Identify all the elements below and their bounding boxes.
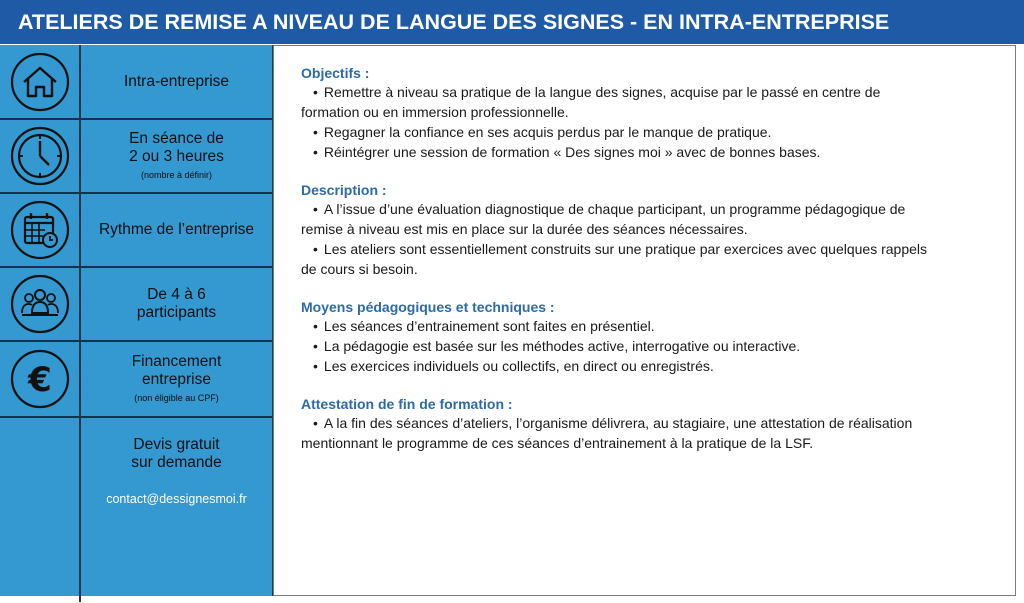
list-item: • A l’issue d’une évaluation diagnostique de chaque participant, un programme pédagogique de remise à niveau est mis en place sur la durée des séances nécessaires.: [301, 201, 906, 237]
section-title: Objectifs :: [301, 65, 370, 81]
calendar-icon: [9, 199, 71, 261]
rhythm-label: Rythme de l’entreprise: [98, 221, 255, 238]
section-title: Description :: [301, 182, 387, 198]
header-bar: [0, 0, 1024, 44]
list-item: • Remettre à niveau sa pratique de la langue des signes, acquise par le passé en centre de formation ou en immersion professionnelle.: [301, 84, 881, 120]
section-objectives: [301, 64, 1007, 162]
svg-text:€: €: [27, 360, 52, 400]
list-item: • Les séances d’entrainement sont faites en présentiel.: [313, 318, 655, 334]
list-item: • Les exercices individuels ou collectifs, en direct ou enregistrés.: [313, 358, 714, 374]
list-item: • Regagner la confiance en ses acquis perdus par le manque de pratique.: [313, 124, 772, 140]
list-item: • Les ateliers sont essentiellement construits sur une pratique par exercices avec quelques rappels de cours si besoin.: [301, 241, 928, 277]
content-panel: [273, 45, 1016, 596]
group-icon: [9, 273, 71, 335]
list-item: • Réintégrer une session de formation « Des signes moi » avec de bonnes bases.: [313, 144, 821, 160]
list-item: • A la fin des séances d’ateliers, l’organisme délivrera, au stagiaire, une attestation de réalisation mentionnant le programme de ces séances d’entrainement à la pratique de la LSF.: [301, 415, 913, 451]
participants-line-1: De 4 à 6: [147, 286, 206, 303]
participants-line-2: participants: [136, 304, 217, 321]
home-icon: [9, 51, 71, 113]
section-certificate: [301, 395, 1007, 453]
page-title: ATELIERS DE REMISE A NIVEAU DE LANGUE DES SIGNES - EN INTRA-ENTREPRISE: [18, 9, 890, 34]
sidebar-row-duration: [0, 120, 272, 194]
contact-email-link[interactable]: contact@dessignesmoi.fr: [106, 492, 247, 506]
duration-line-2: 2 ou 3 heures: [129, 148, 224, 165]
sidebar-row-quote: [0, 418, 272, 596]
section-title: Moyens pédagogiques et techniques :: [301, 299, 555, 315]
quote-line-2: sur demande: [131, 454, 222, 471]
section-title: Attestation de fin de formation :: [301, 396, 513, 412]
sidebar-row-participants: [0, 268, 272, 342]
section-methods: [301, 298, 1007, 376]
sidebar-row-funding: [0, 342, 272, 418]
sidebar-row-location: [0, 45, 272, 120]
section-description: [301, 181, 1007, 279]
sidebar-row-rhythm: [0, 194, 272, 268]
euro-icon: [9, 348, 71, 410]
list-item: • La pédagogie est basée sur les méthodes active, interrogative ou interactive.: [313, 338, 801, 354]
sidebar: [0, 45, 273, 596]
funding-line-1: Financement: [131, 353, 222, 370]
funding-line-2: entreprise: [142, 371, 211, 388]
clock-icon: [9, 125, 71, 187]
duration-line-1: En séance de: [129, 130, 224, 147]
quote-line-1: Devis gratuit: [133, 436, 220, 453]
funding-note: (non éligible au CPF): [134, 393, 219, 403]
location-label: Intra-entreprise: [123, 72, 230, 90]
duration-note: (nombre à définir): [140, 170, 213, 180]
